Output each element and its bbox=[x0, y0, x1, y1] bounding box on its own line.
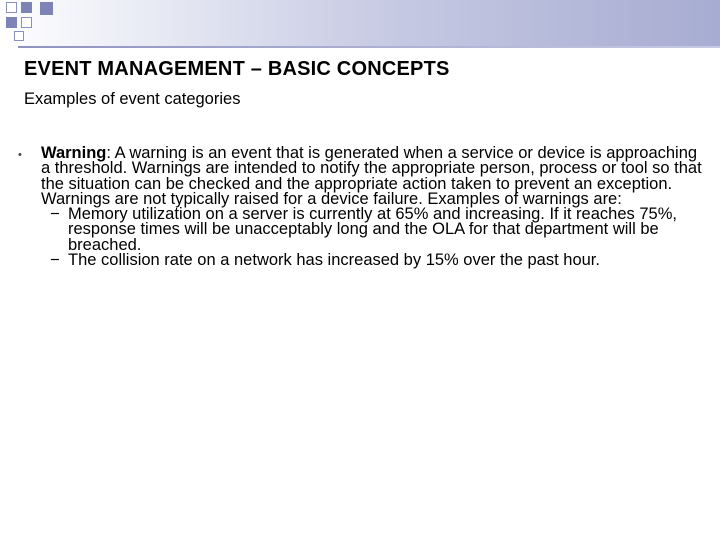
bullet-text: : A warning is an event that is generated when a service or device is approaching a threshold. Warnings are intended to notify the appropriate person, process or tool so that the situation can be checked and the appropriate action taken to prevent an exception. Warnings are not typically raised for a device failure. Examples of warnings are: bbox=[41, 144, 702, 208]
slide-title: EVENT MANAGEMENT – BASIC CONCEPTS bbox=[24, 58, 450, 80]
square-decoration bbox=[40, 2, 53, 15]
bullet-marker: • bbox=[18, 149, 22, 161]
slide-subtitle: Examples of event categories bbox=[24, 90, 241, 108]
bullet-item-warning bbox=[18, 146, 708, 207]
square-decoration bbox=[21, 17, 32, 28]
square-decoration bbox=[14, 31, 24, 41]
header-divider-line bbox=[18, 46, 720, 48]
sub-bullet-marker: − bbox=[50, 251, 60, 270]
sub-bullet-list bbox=[18, 207, 708, 268]
header-gradient-band bbox=[0, 0, 720, 46]
sub-bullet-text: The collision rate on a network has increased by 15% over the past hour. bbox=[68, 251, 600, 270]
sub-bullet-item bbox=[18, 207, 708, 253]
slide-body bbox=[18, 146, 708, 268]
decorative-squares bbox=[0, 0, 60, 46]
bullet-term: Warning bbox=[41, 144, 107, 162]
square-decoration bbox=[6, 2, 17, 13]
sub-bullet-text: Memory utilization on a server is currently at 65% and increasing. If it reaches 75%, response times will be unacceptably long and the OLA for that department will be breached. bbox=[68, 205, 677, 254]
square-decoration bbox=[6, 17, 17, 28]
sub-bullet-item bbox=[18, 253, 708, 268]
sub-bullet-marker: − bbox=[50, 205, 60, 224]
square-decoration bbox=[21, 2, 32, 13]
